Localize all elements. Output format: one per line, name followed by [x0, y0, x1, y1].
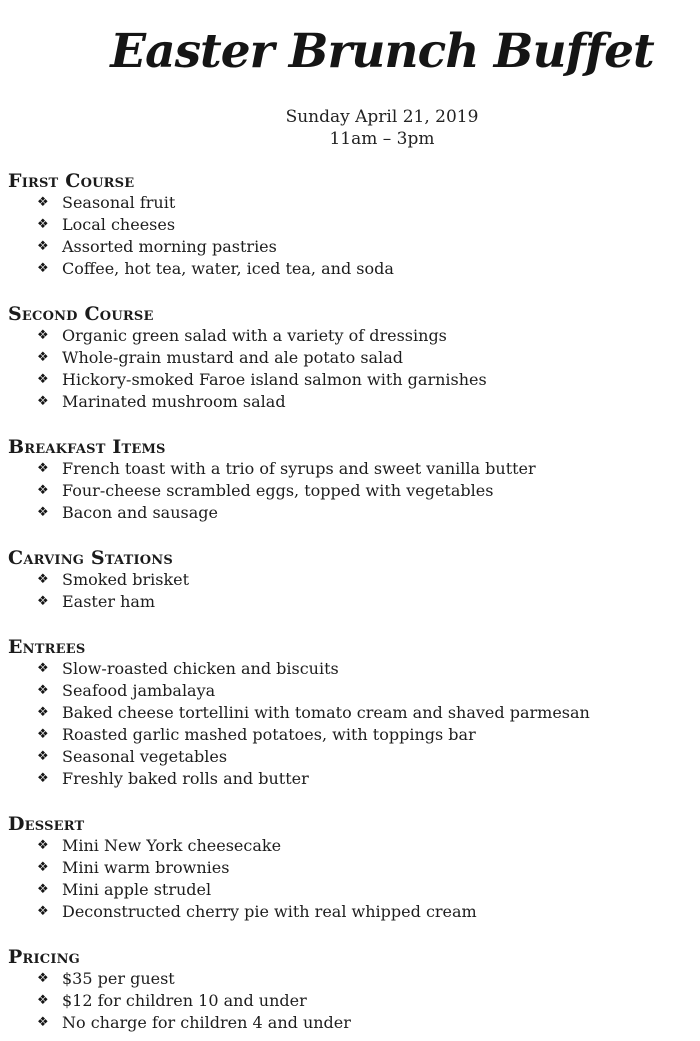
list-item	[8, 835, 692, 857]
section-item-list	[8, 835, 692, 923]
section-heading: Pricing	[8, 946, 80, 968]
list-item	[8, 990, 692, 1012]
diamond-bullet-icon: ❖	[37, 372, 49, 387]
diamond-bullet-icon: ❖	[37, 882, 49, 897]
diamond-bullet-icon: ❖	[37, 261, 49, 276]
list-item-text: Slow-roasted chicken and biscuits	[62, 659, 339, 678]
event-date: Sunday April 21, 2019	[285, 107, 479, 127]
list-item-text: Assorted morning pastries	[62, 237, 277, 256]
diamond-bullet-icon: ❖	[37, 239, 49, 254]
section-heading: Entrees	[8, 636, 86, 658]
diamond-bullet-icon: ❖	[37, 483, 49, 498]
menu-sections	[0, 170, 700, 1034]
list-item-text: Mini apple strudel	[62, 880, 212, 899]
list-item	[8, 214, 692, 236]
section-item-list	[8, 458, 692, 524]
list-item	[8, 458, 692, 480]
list-item-text: Organic green salad with a variety of dressings	[62, 326, 447, 345]
list-item	[8, 569, 692, 591]
event-datetime	[64, 106, 700, 150]
list-item	[8, 591, 692, 613]
list-item-text: Local cheeses	[62, 215, 176, 234]
diamond-bullet-icon: ❖	[37, 505, 49, 520]
menu-header	[0, 0, 700, 150]
diamond-bullet-icon: ❖	[37, 661, 49, 676]
list-item-text: Seasonal vegetables	[62, 747, 228, 766]
diamond-bullet-icon: ❖	[37, 594, 49, 609]
list-item-text: Coffee, hot tea, water, iced tea, and soda	[62, 259, 394, 278]
list-item	[8, 1012, 692, 1034]
list-item-text: Mini New York cheesecake	[62, 836, 282, 855]
diamond-bullet-icon: ❖	[37, 727, 49, 742]
page-title: Easter Brunch Buffet	[110, 24, 654, 79]
list-item-text: Mini warm brownies	[62, 858, 230, 877]
list-item	[8, 658, 692, 680]
diamond-bullet-icon: ❖	[37, 572, 49, 587]
diamond-bullet-icon: ❖	[37, 771, 49, 786]
list-item-text: $12 for children 10 and under	[62, 991, 307, 1010]
diamond-bullet-icon: ❖	[37, 838, 49, 853]
section-item-list	[8, 658, 692, 790]
list-item-text: Easter ham	[62, 592, 156, 611]
list-item	[8, 901, 692, 923]
menu-section	[8, 436, 692, 524]
menu-section	[8, 636, 692, 790]
diamond-bullet-icon: ❖	[37, 394, 49, 409]
list-item	[8, 347, 692, 369]
diamond-bullet-icon: ❖	[37, 683, 49, 698]
list-item-text: Smoked brisket	[62, 570, 190, 589]
list-item	[8, 391, 692, 413]
list-item-text: Deconstructed cherry pie with real whipped cream	[62, 902, 477, 921]
list-item	[8, 236, 692, 258]
list-item	[8, 369, 692, 391]
list-item-text: Marinated mushroom salad	[62, 392, 286, 411]
list-item	[8, 680, 692, 702]
list-item-text: Whole-grain mustard and ale potato salad	[62, 348, 403, 367]
list-item	[8, 702, 692, 724]
diamond-bullet-icon: ❖	[37, 993, 49, 1008]
list-item-text: No charge for children 4 and under	[62, 1013, 351, 1032]
list-item-text: French toast with a trio of syrups and sweet vanilla butter	[62, 459, 536, 478]
list-item-text: Baked cheese tortellini with tomato cream and shaved parmesan	[62, 703, 590, 722]
list-item	[8, 746, 692, 768]
list-item-text: Bacon and sausage	[62, 503, 218, 522]
menu-section	[8, 547, 692, 613]
diamond-bullet-icon: ❖	[37, 461, 49, 476]
list-item	[8, 480, 692, 502]
list-item-text: Seafood jambalaya	[62, 681, 216, 700]
menu-section	[8, 303, 692, 413]
list-item-text: Hickory-smoked Faroe island salmon with garnishes	[62, 370, 487, 389]
diamond-bullet-icon: ❖	[37, 971, 49, 986]
menu-section	[8, 170, 692, 280]
list-item-text: Four-cheese scrambled eggs, topped with vegetables	[62, 481, 494, 500]
section-heading: Dessert	[8, 813, 85, 835]
menu-section	[8, 813, 692, 923]
section-heading: Second Course	[8, 303, 154, 325]
list-item	[8, 258, 692, 280]
diamond-bullet-icon: ❖	[37, 350, 49, 365]
list-item	[8, 325, 692, 347]
section-heading: Breakfast Items	[8, 436, 166, 458]
section-item-list	[8, 569, 692, 613]
list-item	[8, 968, 692, 990]
list-item-text: Freshly baked rolls and butter	[62, 769, 309, 788]
list-item	[8, 857, 692, 879]
list-item	[8, 502, 692, 524]
list-item	[8, 768, 692, 790]
list-item-text: $35 per guest	[62, 969, 175, 988]
section-item-list	[8, 968, 692, 1034]
diamond-bullet-icon: ❖	[37, 1015, 49, 1030]
section-item-list	[8, 325, 692, 413]
diamond-bullet-icon: ❖	[37, 749, 49, 764]
list-item	[8, 192, 692, 214]
event-time: 11am – 3pm	[329, 129, 435, 149]
section-heading: First Course	[8, 170, 135, 192]
diamond-bullet-icon: ❖	[37, 860, 49, 875]
diamond-bullet-icon: ❖	[37, 328, 49, 343]
diamond-bullet-icon: ❖	[37, 705, 49, 720]
diamond-bullet-icon: ❖	[37, 217, 49, 232]
diamond-bullet-icon: ❖	[37, 904, 49, 919]
menu-section	[8, 946, 692, 1034]
list-item	[8, 879, 692, 901]
list-item	[8, 724, 692, 746]
list-item-text: Seasonal fruit	[62, 193, 176, 212]
section-item-list	[8, 192, 692, 280]
section-heading: Carving Stations	[8, 547, 173, 569]
diamond-bullet-icon: ❖	[37, 195, 49, 210]
list-item-text: Roasted garlic mashed potatoes, with toppings bar	[62, 725, 476, 744]
